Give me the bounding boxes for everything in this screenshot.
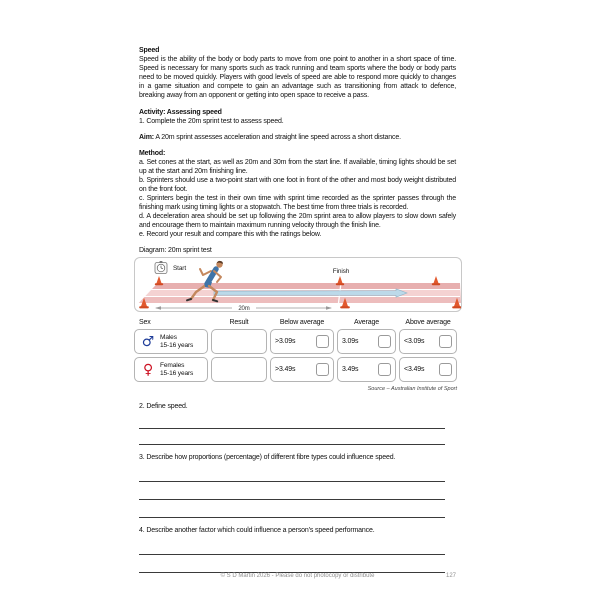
answer-line[interactable] — [139, 500, 445, 518]
diagram-caption: Diagram: 20m sprint test — [139, 247, 212, 254]
page-content — [139, 46, 456, 573]
question-4: 4. Describe another factor which could influence a person's speed performance. — [139, 527, 375, 534]
finish-label: Finish — [332, 268, 350, 275]
method-step-d: d. A deceleration area should be set up following the 20m sprint area to allow players to slow down safely and encourage them to maintain maximum running velocity through the finish line. — [139, 213, 456, 229]
stopwatch-icon — [155, 261, 167, 274]
aim-line — [139, 133, 456, 142]
answer-line[interactable] — [139, 537, 445, 555]
page-number: 127 — [445, 573, 456, 579]
activity-heading: Activity: Assessing speed — [139, 109, 222, 116]
sex-cell-males — [134, 329, 208, 354]
average-cell — [337, 357, 396, 382]
question-3: 3. Describe how proportions (percentage) of different fibre types could influence speed. — [139, 454, 396, 461]
header-below-average: Below average — [279, 319, 325, 326]
method-step-b: b. Sprinters should use a two-point start with one foot in front of the other and most body weight distributed on the front foot. — [139, 177, 456, 193]
below-average-value: >3.09s — [275, 338, 296, 345]
rating-checkbox[interactable] — [439, 335, 452, 348]
ratings-table-header — [134, 318, 457, 327]
above-average-cell — [399, 357, 457, 382]
rating-checkbox[interactable] — [439, 363, 452, 376]
intro-paragraph: Speed is the ability of the body or body parts to move from one point to another in a short space of time. Speed is necessary for many sports such as track running and team sports where the body or body parts need to be moved quickly. Players with good levels of speed are able to respond more quickly to changes in a game situation and compete to gain an advantage such as transitioning from attack to defence, breaking away from an opponent or getting into open space to receive a pass. — [139, 56, 456, 99]
method-step-a: a. Set cones at the start, as well as 20m and 30m from the start line. If available, timing lights should be set up at the start and 20m finishing line. — [139, 159, 456, 175]
table-source: Source – Australian Institute of Sport — [367, 386, 457, 392]
answer-line[interactable] — [139, 429, 445, 445]
aim-text: A 20m sprint assesses acceleration and straight line speed across a short distance. — [153, 134, 401, 141]
header-average: Average — [354, 319, 379, 326]
male-icon: ♂ — [141, 333, 155, 350]
answer-line[interactable] — [139, 413, 445, 429]
table-row-males — [134, 329, 457, 354]
table-row-females — [134, 357, 457, 382]
aim-label: Aim: — [139, 134, 154, 141]
sex-group-label — [160, 334, 193, 350]
answer-line[interactable] — [139, 555, 445, 573]
method-step-e: e. Record your result and compare this with the ratings below. — [139, 231, 322, 238]
cone-icon — [432, 276, 440, 285]
rating-checkbox[interactable] — [378, 335, 391, 348]
header-sex: Sex — [139, 319, 151, 326]
below-average-cell — [270, 357, 334, 382]
result-input-box[interactable] — [211, 329, 267, 354]
below-average-value: >3.49s — [275, 366, 296, 373]
method-step-c: c. Sprinters begin the test in their own time with sprint time recorded as the sprinter passes through the finishing mark using timing lights or a stopwatch. The best time from three trials is recorded. — [139, 195, 456, 211]
rating-checkbox[interactable] — [378, 363, 391, 376]
result-input-box[interactable] — [211, 357, 267, 382]
header-above-average: Above average — [405, 319, 451, 326]
sex-group-age: 15-16 years — [160, 341, 194, 349]
cone-icon — [336, 276, 344, 285]
sex-group-label — [160, 362, 193, 378]
sex-cell-females — [134, 357, 208, 382]
female-icon: ♀ — [142, 361, 154, 378]
ratings-table — [134, 318, 457, 394]
cone-icon — [155, 276, 163, 285]
page-footer — [139, 573, 456, 579]
answer-line[interactable] — [139, 464, 445, 482]
average-cell — [337, 329, 396, 354]
start-label: Start — [173, 265, 186, 272]
sprint-test-diagram — [134, 257, 462, 312]
below-average-cell — [270, 329, 334, 354]
sprint-track-illustration — [135, 258, 461, 311]
method-heading: Method: — [139, 150, 166, 157]
average-value: 3.49s — [342, 366, 359, 373]
distance-label: 20m — [238, 306, 250, 311]
page-title: Speed — [139, 47, 160, 54]
answer-line[interactable] — [139, 482, 445, 500]
above-average-value: <3.49s — [404, 366, 425, 373]
above-average-value: <3.09s — [404, 338, 425, 345]
rating-checkbox[interactable] — [316, 335, 329, 348]
copyright-notice: © S D Martin 2026 - Please do not photocopy or distribute — [220, 573, 375, 579]
rating-checkbox[interactable] — [316, 363, 329, 376]
question-2: 2. Define speed. — [139, 403, 188, 410]
average-value: 3.09s — [342, 338, 359, 345]
sex-group-age: 15-16 years — [160, 369, 194, 377]
sex-group-name: Females — [160, 361, 185, 369]
above-average-cell — [399, 329, 457, 354]
activity-step: 1. Complete the 20m sprint test to assess speed. — [139, 118, 284, 125]
sex-group-name: Males — [160, 333, 177, 341]
header-result: Result — [229, 319, 249, 326]
